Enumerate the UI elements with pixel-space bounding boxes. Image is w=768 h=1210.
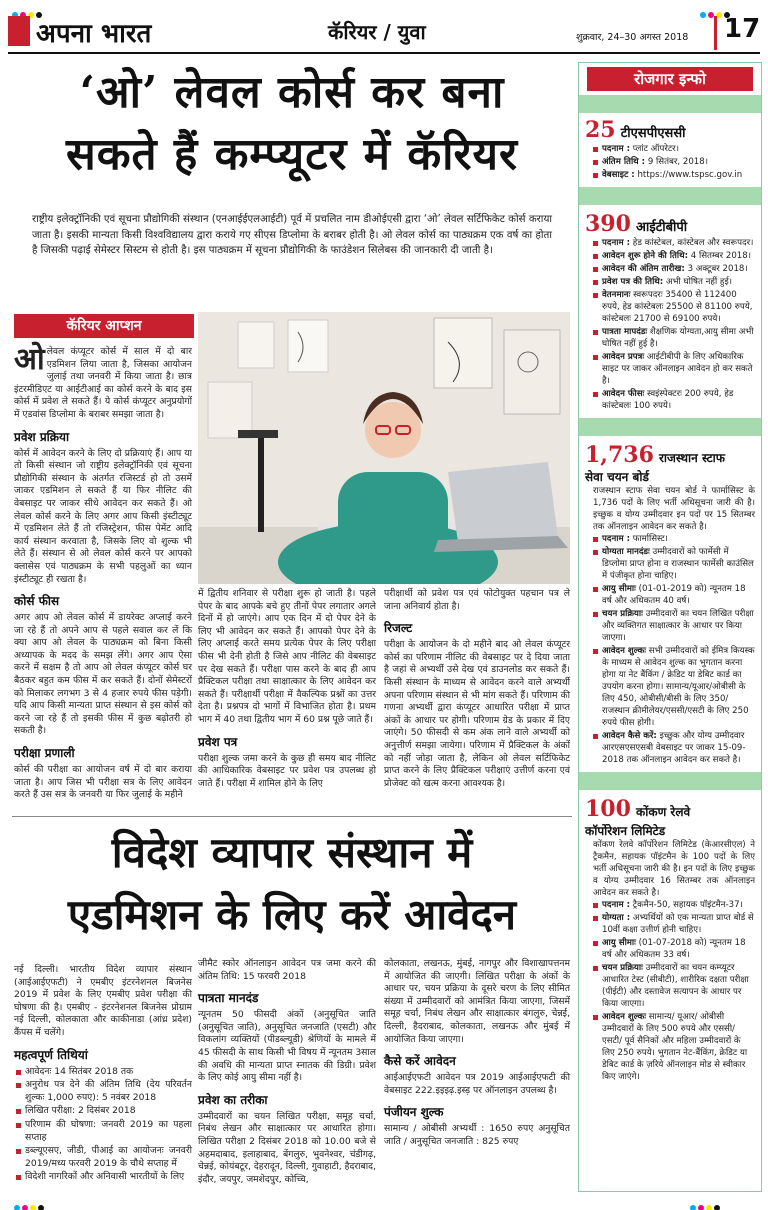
list-item: आवेदन प्रपत्रः आईटीबीपी के लिए अधिकारिक साइट पर जाकर ऑनलाइन आवेदन हो कर सकते है। xyxy=(593,351,755,387)
story1-col3 xyxy=(384,588,570,790)
list-item: आवेदनः 14 सितंबर 2018 तक xyxy=(16,1066,192,1079)
job-tspsc xyxy=(579,117,761,181)
konkan-intro: कोंकण रेलवे कॉर्पोरेशन लिमिटेड (केआरसीएल) ने ट्रैकमैन, सहायक पॉइंटमैन के 100 पदों के लिए भर्ती अधिसूचना जारी की है। इन पदों के लिए इच्छुक व योग्य उम्मीदवार 16 सितम्बर तक ऑनलाइन आवेदन कर सकते है। xyxy=(593,840,755,898)
heading-selection: प्रवेश का तरीका xyxy=(198,1092,268,1107)
job-itbp xyxy=(579,211,761,412)
story1-tag-label: कॅरियर आप्शन xyxy=(66,318,142,334)
story2-para-col3: कोलकाता, लखनऊ, मुंबई, नागपुर और विशाखापत्तनम में आयोजित की जाएगी। लिखित परीक्षा के अंकों के आधार पर, चयन प्रक्रिया के दूसरे चरण के लिए सीमित संख्या में उम्मीदवारों को आमंत्रित किया जाएगा, जिसमें समूह चर्चा, निबंध लेखन और साक्षात्कार बंगलुरु, चेन्नई, दिल्ली, हैदराबाद, कोलकाता, लखनऊ और मुंबई में आयोजित किया जाएगा। xyxy=(384,958,570,1045)
heading-exam-system: परीक्षा प्रणाली xyxy=(14,746,75,761)
story2-para-criteria: न्यूनतम 50 फीसदी अंकों (अनुसूचित जाति (अनुसूचित जाति), अनुसूचित जनजाति (एसटी) और विकलांग व्यक्तियों (पीडब्ल्यूडी) श्रेणियों के मामले में 45 फीसदी के साथ किसी भी विषय में न्यूनतम 3साल की अवधि की मान्यता प्राप्त स्नातक की डिग्री। प्रवेश के लिए कोई आयु सीमा नहीं है। xyxy=(198,1009,376,1084)
list-item: चयन प्रक्रियाः उम्मीदवारों का चयन कम्प्यूटर आधारित टेस्ट (सीबीटी), शारीरिक दक्षता परीक्षा (पीईटी) और दस्तावेज सत्यापन के आधार पर किया जाएगा। xyxy=(593,962,755,1010)
rssb-vacancies: 1,736 xyxy=(585,442,654,468)
story1-para-process: कोर्स में आवेदन करने के लिए दो प्रक्रियाएं हैं। आप या तो किसी संस्थान जो राष्ट्रीय इलेक्ट्रॉनिकी एवं सूचना प्रौद्योगिकी संस्थान के अंतर्गत रजिस्टर्ड हो तो उसमें जाकर एडमिशन ले सकते हैं या फिर नीलिट की वेबसाइट पर जाकर सीधे आवेदन कर सकते हैं। ओ लेवल कोर्स करने के लिए अगर आप किसी इंस्टीट्यूट में एडमिशन लेते हैं तो रजिस्ट्रेशन, फीस पेमेंट आदि कार्य संस्थान करवाता है, जिसके लिए वो शुल्क भी लेते हैं। संस्थान से ओ लेवल कोर्स करने पर आपको क्लासेस एवं पाठ्यक्रम के सभी पहलुओं का ध्यान इंस्टीट्यूट ही रखता है। xyxy=(14,447,192,585)
list-item: पात्रता मापदंडः शैक्षणिक योग्यता,आयु सीमा अभी घोषित नहीं हुई है। xyxy=(593,326,755,350)
heading-eligibility: पात्रता मानदंड xyxy=(198,991,259,1006)
story2-para-col2top: जीमैट स्कोर ऑनलाइन आवेदन पत्र जमा करने की अंतिम तिथि: 15 फरवरी 2018 xyxy=(198,958,376,982)
list-item: प्रवेश पत्र की तिथि: अभी घोषित नहीं हुई। xyxy=(593,276,755,288)
heading-how-to-apply: कैसे करें आवेदन xyxy=(384,1054,456,1069)
list-item: डब्ल्यूएसए, जीडी, पीआई का आयोजनः जनवरी 2019/मध्य फरवरी 2019 के चौथे सप्ताह में xyxy=(16,1145,192,1170)
heading-registration-fee: पंजीयन शुल्क xyxy=(384,1105,444,1120)
job-info-title: रोजगार इन्फो xyxy=(587,67,753,91)
story1-para-exam: कोर्स की परीक्षा का आयोजन वर्ष में दो बार कराया जाता है। आप जिस भी परीक्षा सत्र के लिए आवेदन करते हैं उस सत्र के जनवरी या फिर जुलाई के महीने xyxy=(14,764,192,801)
list-item: परिणाम की घोषणा: जनवरी 2019 का पहला सप्ताह xyxy=(16,1119,192,1144)
list-item: योग्यता मानदंडः उम्मीदवारों को फार्मेसी में डिप्लोमा प्राप्त होना व राजस्थान फार्मेसी काउंसिल में पंजीकृत होना चाहिए। xyxy=(593,546,755,582)
list-item: पदनाम : फार्मासिस्ट। xyxy=(593,533,755,545)
page-number: 17 xyxy=(724,14,761,44)
heading-admit-card: प्रवेश पत्र xyxy=(198,734,238,749)
story2-para1: नई दिल्ली। भारतीय विदेश व्यापार संस्थान (आईआईएफटी) ने एमबीए इंटरनेशनल बिजनेस 2019 में प्रवेश के लिए एमबीए प्रवेश परीक्षा की घोषणा की है। एमबीए - इंटरनेशनल बिजनेस प्रोग्राम नई दिल्ली, कोलकाता और काकीनाडा (आंध्र प्रदेश) कैंपस में चलेंगे। xyxy=(14,964,192,1038)
color-registration-dots-bottom xyxy=(14,1196,46,1210)
heading-important-dates: महत्वपूर्ण तिथियां xyxy=(14,1047,88,1062)
list-item: पदनाम : ट्रैकमैन-50, सहायक पॉइंटमैन-37। xyxy=(593,899,755,911)
list-item: आवेदन कैसे करें: इच्छुक और योग्य उम्मीदवार आरएसएसएसबी वेबसाइट पर जाकर 15-09-2018 तक ऑनलाइन आवेदन कर सकते है। xyxy=(593,730,755,766)
itbp-org: आईटीबीपी xyxy=(636,220,688,235)
konkan-org: कोंकण रेलवे xyxy=(636,805,691,819)
color-registration-dots-bottom-right xyxy=(690,1196,722,1210)
job-rssb xyxy=(579,442,761,766)
story1-para-col3: परीक्षार्थी को प्रवेश पत्र एवं फोटोयुक्त पहचान पत्र ले जाना अनिवार्य होता है। xyxy=(384,588,570,612)
story1-photo xyxy=(198,312,570,584)
green-bar xyxy=(579,95,761,113)
list-item: चयन प्रक्रियाः उम्मीदवारों का चयन लिखित परीक्षा और व्यक्तिगत साक्षात्कार के आधार पर किया जाएगा। xyxy=(593,608,755,644)
list-item: विदेशी नागरिकों और अनिवासी भारतीयों के लिए xyxy=(16,1171,192,1184)
list-item: अंतिम तिथि : 9 सितंबर, 2018। xyxy=(593,156,755,168)
story1-intro: राष्ट्रीय इलेक्ट्रॉनिकी एवं सूचना प्रौद्योगिकी संस्थान (एनआईईएलआईटी) पूर्व में प्रचलित नाम डीओईएसी द्वारा ‘ओ’ लेवल सर्टिफिकेट कोर्स कराया जाता है। इसकी मान्यता किसी विश्वविद्यालय द्वारा कराये गए सीएस डिप्लोमा के बराबर होती है। ओ लेवल कोर्स का पाठ्यक्रम एक वर्ष का होता है जिसकी पढ़ाई सेमेस्टर सिस्टम से होती है। इस पाठ्यक्रम में सूचना प्रौद्योगिकी के फाउंडेशन सिलेबस की जानकारी दी जाती है। xyxy=(32,214,552,256)
story1-para-result: परीक्षा के आयोजन के दो महीने बाद ओ लेवल कंप्यूटर कोर्स का परिणाम नीलिट की वेबसाइट पर दे दिया जाता है जहां से अभ्यर्थी उसे देख एवं डाउनलोड कर सकते हैं। किसी संस्थान के माध्यम से आवेदन करने वाले अभ्यर्थी अपना परिणाम संस्थान से भी मांग सकते हैं। परिणाम की गणना अभ्यर्थी द्वारा कंप्यूटर आधारित परीक्षा में प्राप्त अंकों के आधार पर होगी। परिणाम ग्रेड के प्रकार में दिए जाएंगे। 50 फीसदी से कम अंक लाने वाले अभ्यर्थी को अनुत्तीर्ण समझा जायेगा। परिणाम में प्रैक्टिकल के अंकों को नहीं जोड़ा जाता है, लेकिन ओ लेवल सर्टिफिकेट प्राप्त करने के लिए प्रैक्टिकल परीक्षाएं उत्तीर्ण करना एवं प्रोजेक्ट को खत्म करना आवश्यक है। xyxy=(384,639,570,789)
story1-para1: ओलेवल कंप्यूटर कोर्स में साल में दो बार एडमिशन लिया जाता है, जिसका आयोजन जुलाई तथा जनवरी में किया जाता है। छात्र इंटरमीडिएट या आईटीआई का कोर्स करने के बाद इस कोर्स में प्रवेश ले सकते हैं। ये कोर्स कंप्यूटर अनुप्रयोगों में एडवांस डिप्लोमा के बराबर समझा जाता है। xyxy=(14,342,192,420)
logo: अपना भारत xyxy=(36,19,152,49)
story1-headline-line1: ‘ओ’ लेवल कोर्स कर बना xyxy=(79,67,505,118)
konkan-org-line2: कॉर्पोरेशन लिमिटेड xyxy=(585,824,666,838)
story1-para-col2: में द्वितीय शनिवार से परीक्षा शुरू हो जाती है। पहले पेपर के बाद आपके बचे हुए तीनों पेपर लगातार अगले दिनों में हो जाएंगे। आप एक दिन में दो पेपर देने के लिए भी आवेदन कर सकते हैं। आपको पेपर देने के लिए अप्लाई करते समय प्रत्येक पेपर के लिए परीक्षा फीस भी देनी होती है जिसे आप नीलिट की वेबसाइट पर देख सकते हैं। परीक्षा पास करने के बाद ही आप प्रैक्टिकल परीक्षा तथा साक्षात्कार के लिए आवेदन कर सकते हैं। परीक्षार्थी परीक्षा में वैकल्पिक प्रश्नों का उत्तर देता है। प्रश्नपत्र दो भागों में विभाजित होता है। प्रथम भाग में 40 तथा द्वितीय भाग में 60 प्रश्न पूछे जाते हैं। xyxy=(198,588,376,725)
rssb-intro: राजस्थान स्टाफ सेवा चयन बोर्ड ने फार्मासिस्ट के 1,736 पदों के लिए भर्ती अधिसूचना जारी की है। इच्छुक व योग्य उम्मीदवार इन पदों पर 15 सितम्बर तक ऑनलाइन आवेदन कर सकते है। xyxy=(593,486,755,532)
list-item: आवेदन शुल्कः सामान्य/ यूआर/ ओबीसी उम्मीदवारों के लिए 500 रुपये और एससी/ एसटी/ पूर्व सैनिकों और महिला उम्मीदवारों के लिए 250 रुपये। भुगतान नेट-बैंकिंग, क्रेडिट या डेबिट कार्ड के ज़रिये ऑनलाइन मोड से स्वीकार किए जाएंगे। xyxy=(593,1011,755,1083)
story1-headline xyxy=(12,62,572,186)
story1-col1 xyxy=(14,342,192,802)
dropcap: ओ xyxy=(14,342,45,377)
list-item: आवेदन शुल्कः सभी उम्मीदवारों को ईमित्र कियस्क के माध्यम से आवेदन शुल्क का भुगतान करना होगा या नेट बैंकिंग / क्रेडिट या डेबिट कार्ड का उपयोग करना होगा। सामान्य/यूआर/ओबीसी के लिए 450, ओबीसी/बीसी के लिए 350/राजस्थान क्रीमीलेयर/एससी/एसटी के लिए 250 रुपये फीस होगी। xyxy=(593,645,755,729)
story-divider xyxy=(12,816,572,817)
list-item: वेतनमानः स्वरूपदरः 35400 से 112400 रुपये, हेड कांस्टेबलः 25500 से 81100 रुपये, कांस्टेबलः 21700 से 69100 रुपये। xyxy=(593,289,755,325)
list-item: योग्यता : अभ्यर्थियों को एक मान्यता प्राप्त बोर्ड से 10वीं कक्षा उत्तीर्ण होनी चाहिए। xyxy=(593,912,755,936)
list-item: आवेदन फीसः स्वइंस्पेक्टरः 200 रुपये, हेड कांस्टेबलः 100 रुपये। xyxy=(593,388,755,412)
story1-col2 xyxy=(198,588,376,790)
important-dates-list xyxy=(14,1066,192,1184)
job-info-panel xyxy=(578,62,762,1192)
list-item: वेबसाइट : https://www.tspsc.gov.in xyxy=(593,169,755,181)
story2-col3 xyxy=(384,958,570,1149)
story2-headline-line1: विदेश व्यापार संस्थान में xyxy=(111,828,473,877)
green-bar xyxy=(579,418,761,436)
story2-para-fee: सामान्य / ओबीसी अभ्यर्थी : 1650 रुपए अनुसूचित जाति / अनुसूचित जनजाति : 825 रुपए xyxy=(384,1123,570,1147)
tspsc-org: टीएसपीएससी xyxy=(620,126,686,141)
rssb-org-line2: सेवा चयन बोर्ड xyxy=(585,470,649,484)
list-item: अनुरोध पत्र देने की अंतिम तिथि (देय परिवर्तन शुल्कः 1,000 रुपए): 5 नवंबर 2018 xyxy=(16,1079,192,1104)
masthead xyxy=(8,14,760,54)
rssb-org: राजस्थान स्टाफ xyxy=(658,451,726,465)
green-bar xyxy=(579,187,761,205)
green-bar xyxy=(579,772,761,790)
issue-date: शुक्रवार, 24–30 अगस्त 2018 xyxy=(576,32,689,43)
story1-para-fees: अगर आप ओ लेवल कोर्स में डायरेक्ट अप्लाई करने जा रहे हैं तो अपने आप से पहले सवाल कर लें कि क्या आप ओ लेवल के पाठ्यक्रम को बिना किसी अध्यापक के मदद के समझ लेंगे। अगर आप ऐसा करने में सक्षम है तो आप ओ लेवल कंप्यूटर कोर्स घर बैठकर बहुत कम फीस में कर सकते हैं। दोनों सेमेस्टरों को मिलाकर लगभग 3 से 4 हजार रुपये फीस पड़ेगी। यदि आप किसी मान्यता प्राप्त संस्थान से इस कोर्स को करने जा रहे हैं तो इसकी फीस में कुछ बढ़ोतरी हो सकती है। xyxy=(14,612,192,737)
section-title: कॅरियर / युवा xyxy=(328,20,426,44)
woman-at-laptop-illustration xyxy=(198,312,570,584)
heading-course-fees: कोर्स फीस xyxy=(14,594,60,609)
job-konkan-railway xyxy=(579,796,761,1083)
story2-para-selection: उम्मीदवारों का चयन लिखित परीक्षा, समूह चर्चा, निबंध लेखन और साक्षात्कार पर आधारित होगा। लिखित परीक्षा 2 दिसंबर 2018 को 10.00 बजे से अहमदाबाद, इलाहाबाद, बेंगलुरु, भुवनेश्वर, चंडीगढ़, चेन्नई, कोयंबटूर, देहरादून, दिल्ली, गुवाहाटी, हैदराबाद, इंदौर, जयपुर, जमशेदपुर, कोच्चि, xyxy=(198,1110,376,1185)
list-item: लिखित परीक्षा: 2 दिसंबर 2018 xyxy=(16,1105,192,1118)
itbp-vacancies: 390 xyxy=(585,211,631,237)
heading-result: रिजल्ट xyxy=(384,621,413,636)
story1-tag xyxy=(14,314,194,338)
konkan-vacancies: 100 xyxy=(585,796,631,822)
heading-admission-process: प्रवेश प्रक्रिया xyxy=(14,429,70,444)
story2-para-apply: आईआईएफटी आवेदन पत्र 2019 आईआईएफटी की वेबसाइट 222.इइइढ़.इस्ड़ पर ऑनलाइन उपलब्ध है। xyxy=(384,1072,570,1096)
tspsc-vacancies: 25 xyxy=(585,117,616,143)
list-item: आवेदन की अंतिम तारीख: 3 अक्टूबर 2018। xyxy=(593,263,755,275)
list-item: आयु सीमाः (01-07-2018 को) न्यूनतम 18 वर्ष और अधिकतम 33 वर्ष। xyxy=(593,937,755,961)
story2-headline xyxy=(12,822,572,946)
story1-para-admit: परीक्षा शुल्क जमा करने के कुछ ही समय बाद नीलिट की आधिकारिक वेबसाइट पर प्रवेश पत्र उपलब्ध हो जाते हैं। परीक्षा में शामिल होने के लिए xyxy=(198,752,376,789)
story1-headline-line2: सकते हैं कम्प्यूटर में कॅरियर xyxy=(65,129,519,180)
story2-headline-line2: एडमिशन के लिए करें आवेदन xyxy=(67,890,517,939)
list-item: आयु सीमाः (01-01-2019 को) न्यूनतम 18 वर्ष और अधिकतम 40 वर्ष। xyxy=(593,583,755,607)
logo-mark xyxy=(8,16,30,46)
story2-col2 xyxy=(198,958,376,1186)
page-divider xyxy=(714,16,717,50)
list-item: पदनाम : प्लांट ऑपरेटर। xyxy=(593,143,755,155)
story2-col1 xyxy=(14,964,192,1185)
list-item: आवेदन शुरू होने की तिथि: 4 सितम्बर 2018। xyxy=(593,250,755,262)
list-item: पदनाम : हेड कांस्टेबल, कांस्टेबल और स्वरूपदर। xyxy=(593,237,755,249)
